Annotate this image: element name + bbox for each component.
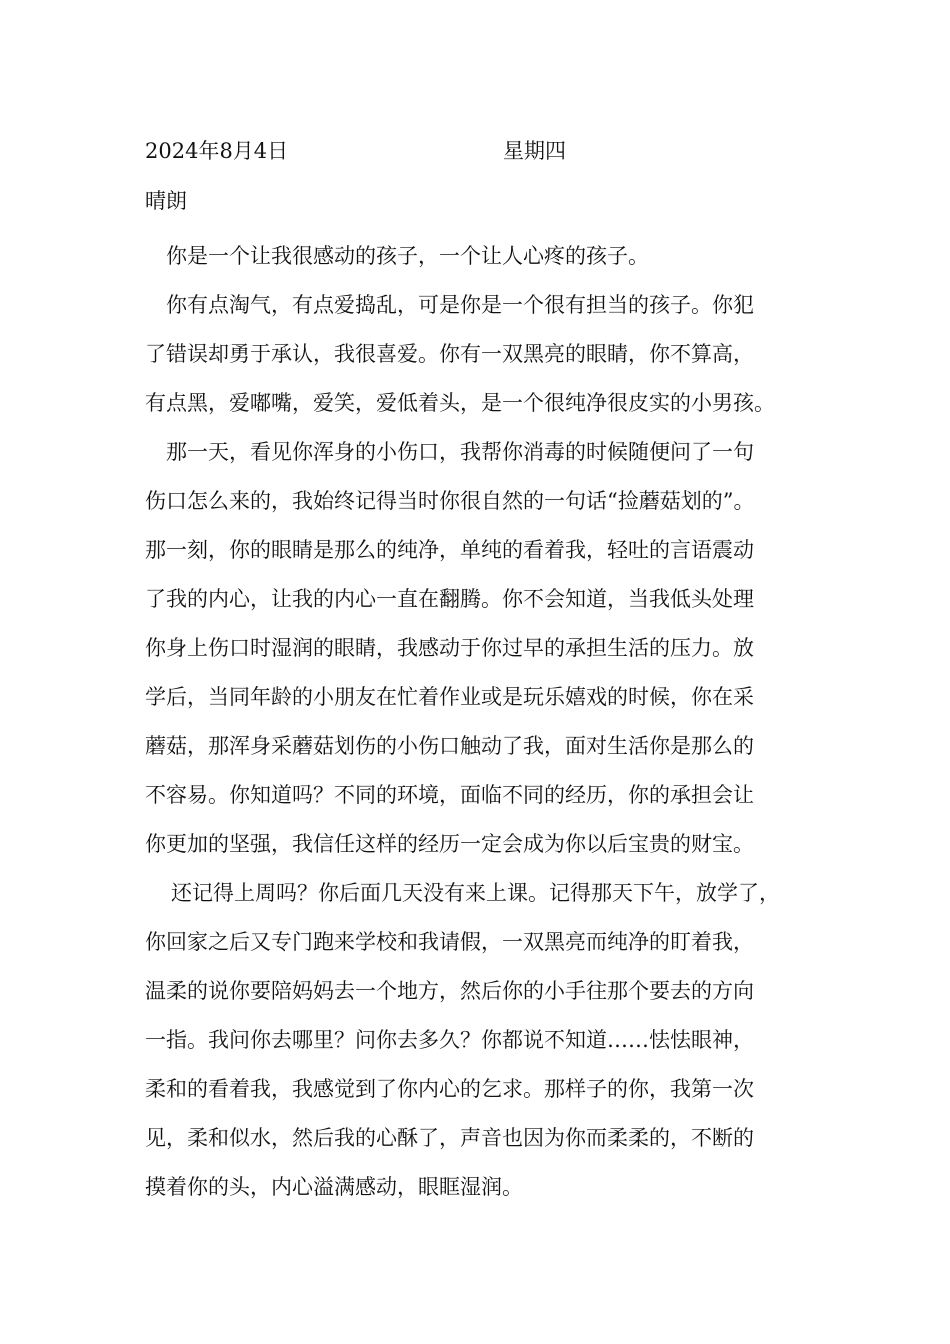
paragraph-3 — [145, 428, 810, 869]
paragraph-line: 了我的内心，让我的内心一直在翻腾。你不会知道，当我低头处理 — [145, 587, 754, 611]
paragraph-line: 你是一个让我很感动的孩子，一个让人心疼的孩子。 — [166, 244, 649, 268]
paragraph-line: 了错误却勇于承认，我很喜爱。你有一双黑亮的眼睛，你不算高， — [145, 342, 754, 366]
paragraph-line: 蘑菇，那浑身采蘑菇划伤的小伤口触动了我，面对生活你是那么的 — [145, 734, 754, 758]
paragraph-line: 你有点淘气，有点爱捣乱，可是你是一个很有担当的孩子。你犯 — [166, 293, 754, 317]
paragraph-line: 温柔的说你要陪妈妈去一个地方，然后你的小手往那个要去的方向 — [145, 979, 754, 1003]
paragraph-line: 那一刻，你的眼睛是那么的纯净，单纯的看着我，轻吐的言语震动 — [145, 538, 754, 562]
paragraph-line: 柔和的看着我，我感觉到了你内心的乞求。那样子的你，我第一次 — [145, 1077, 754, 1101]
paragraph-line: 你身上伤口时湿润的眼睛，我感动于你过早的承担生活的压力。放 — [145, 636, 754, 660]
paragraph-line: 你回家之后又专门跑来学校和我请假，一双黑亮而纯净的盯着我， — [145, 930, 754, 954]
paragraph-line: 摸着你的头，内心溢满感动，眼眶湿润。 — [145, 1175, 523, 1199]
paragraph-line: 还记得上周吗？你后面几天没有来上课。记得那天下午，放学了， — [171, 881, 780, 905]
paragraph-2 — [145, 281, 810, 428]
paragraph-line: 见，柔和似水，然后我的心酥了，声音也因为你而柔柔的，不断的 — [145, 1126, 754, 1150]
paragraph-1 — [145, 232, 810, 281]
diary-body — [145, 232, 810, 1212]
paragraph-line: 你更加的坚强，我信任这样的经历一定会成为你以后宝贵的财宝。 — [145, 832, 754, 856]
paragraph-line: 不容易。你知道吗？不同的环境，面临不同的经历，你的承担会让 — [145, 783, 754, 807]
diary-page — [145, 132, 810, 1212]
paragraph-4 — [145, 869, 810, 1212]
paragraph-line: 那一天，看见你浑身的小伤口，我帮你消毒的时候随便问了一句 — [166, 440, 754, 464]
entry-weather: 晴朗 — [145, 189, 187, 213]
paragraph-line: 有点黑，爱嘟嘴，爱笑，爱低着头，是一个很纯净很皮实的小男孩。 — [145, 391, 775, 415]
paragraph-line: 伤口怎么来的，我始终记得当时你很自然的一句话“捡蘑菇划的”。 — [145, 489, 755, 513]
diary-header — [145, 132, 810, 170]
paragraph-line: 学后，当同年龄的小朋友在忙着作业或是玩乐嬉戏的时候，你在采 — [145, 685, 754, 709]
entry-date: 2024年8月4日 — [145, 139, 289, 163]
entry-weekday: 星期四 — [503, 139, 566, 163]
paragraph-line: 一指。我问你去哪里？问你去多久？你都说不知道……怯怯眼神， — [145, 1028, 754, 1052]
